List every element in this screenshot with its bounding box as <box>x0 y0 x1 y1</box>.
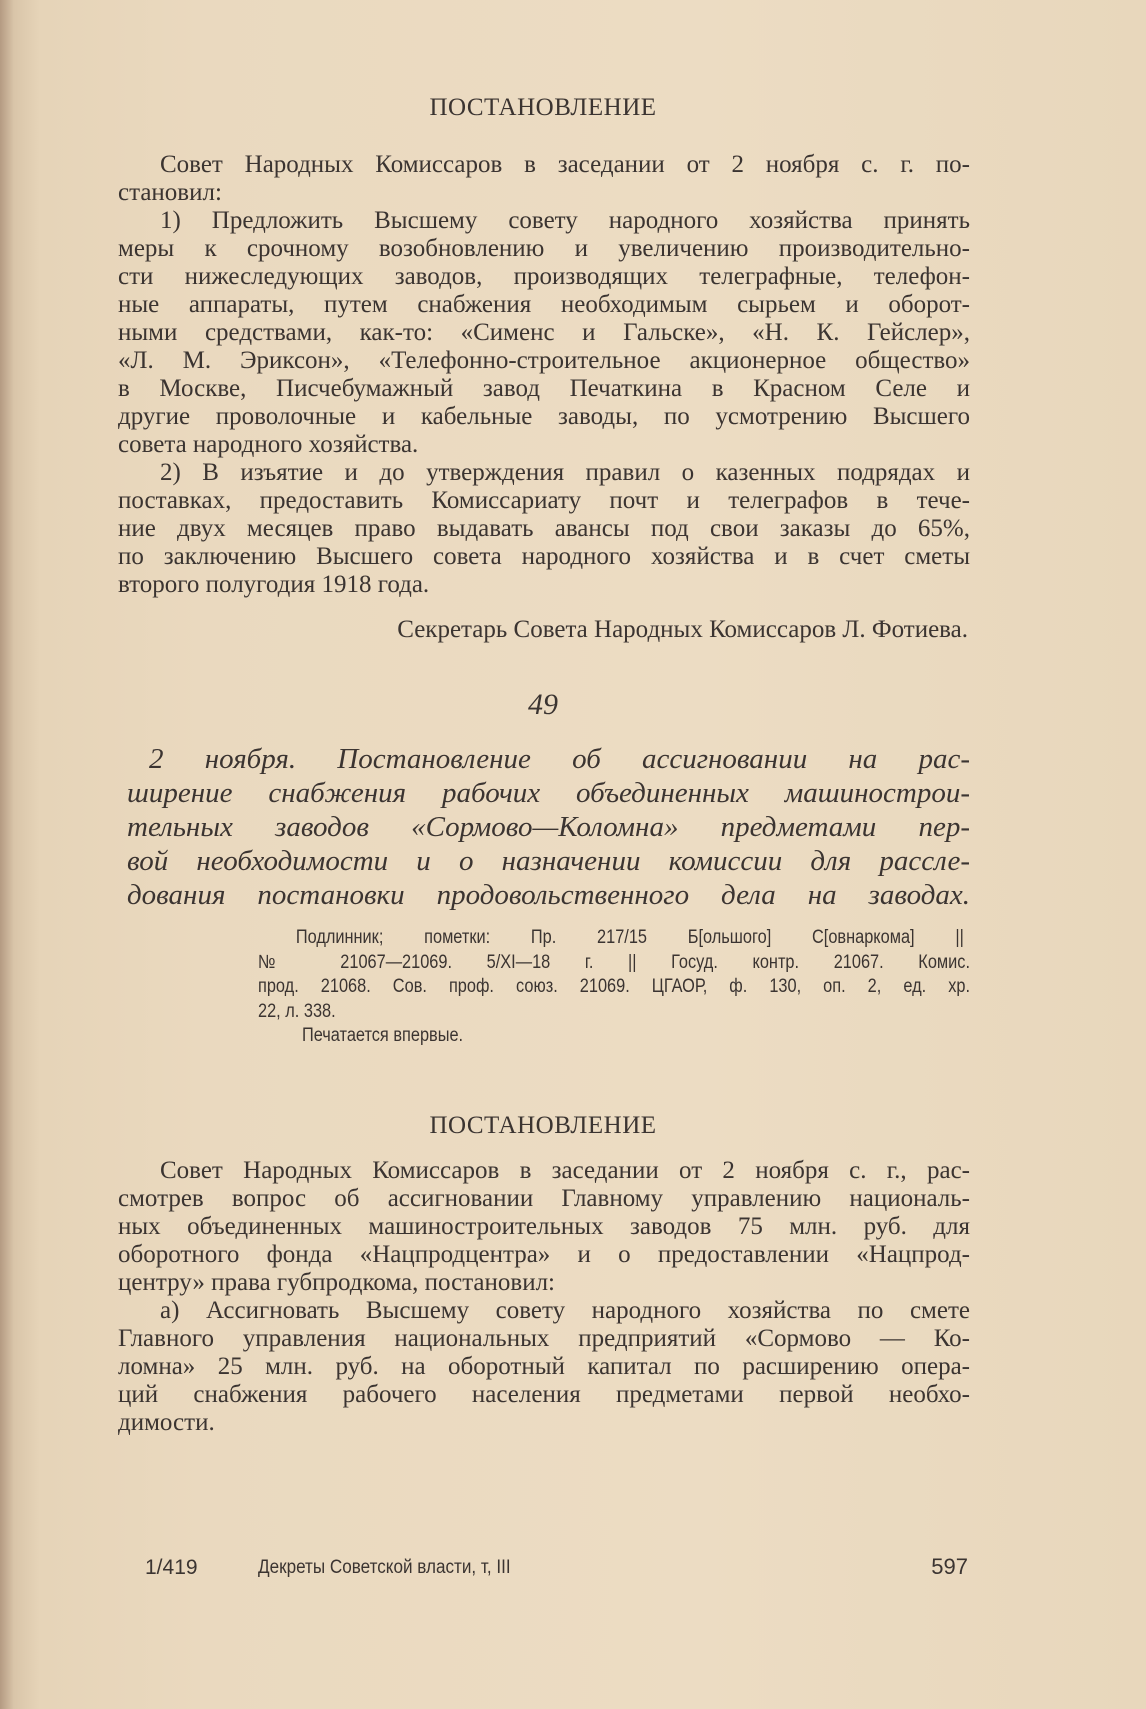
footer-signature-mark: 1/419 <box>145 1556 198 1579</box>
doc2-heading <box>127 742 970 912</box>
doc1-title: ПОСТАНОВЛЕНИЕ <box>429 94 657 121</box>
text-line: ных объединенных машиностроительных заводов 75 млн. руб. для <box>118 1213 970 1240</box>
text-line: Совет Народных Комиссаров в заседании от 2 ноября с. г. по- <box>160 151 970 178</box>
text-line: ные аппараты, путем снабжения необходимым сырьем и оборот- <box>118 291 970 318</box>
text-line: в Москве, Писчебумажный завод Печаткина в Красном Селе и <box>118 375 970 402</box>
text-line: ние двух месяцев право выдавать авансы под свои заказы до 65%, <box>118 515 970 542</box>
text-line: ными средствами, как-то: «Сименс и Гальске», «Н. К. Гейслер», <box>118 319 970 346</box>
text-line: ломна» 25 млн. руб. на оборотный капитал по расширению опера- <box>118 1353 970 1380</box>
text-line: становил: <box>118 179 222 206</box>
text-line: вой необходимости и о назначении комиссии для рассле- <box>127 845 970 877</box>
text-line: а) Ассигновать Высшему совету народного хозяйства по смете <box>160 1297 970 1324</box>
text-line: совета народного хозяйства. <box>118 431 419 458</box>
page-number: 597 <box>931 1554 968 1579</box>
doc1-signature: Секретарь Совета Народных Комиссаров Л. Фотиева. <box>397 616 968 643</box>
text-line: сти нижеследующих заводов, производящих телеграфные, телефон- <box>118 263 970 290</box>
text-line: ширение снабжения рабочих объединенных машинострои- <box>127 777 970 809</box>
text-line: другие проволочные и кабельные заводы, по усмотрению Высшего <box>118 403 970 430</box>
text-line: 2 ноября. Постановление об ассигновании на рас- <box>149 743 970 775</box>
text-line: по заключению Высшего совета народного хозяйства и в счет сметы <box>118 543 970 570</box>
text-line: смотрев вопрос об ассигновании Главному управлению националь- <box>118 1185 970 1212</box>
text-line: 22, л. 338. <box>258 1000 336 1022</box>
text-line: дования постановки продовольственного дела на заводах. <box>127 879 970 911</box>
text-line: «Л. М. Эриксон», «Телефонно-строительное акционерное общество» <box>118 347 970 374</box>
text-line: оборотного фонда «Нацпродцентра» и о предоставлении «Нацпрод- <box>118 1241 970 1268</box>
text-line: ций снабжения рабочего населения предметами первой необхо- <box>118 1381 970 1408</box>
source-note <box>258 926 970 1024</box>
note-printed-text: Печатается впервые. <box>302 1025 464 1046</box>
text-line: поставках, предоставить Комиссариату почт и телеграфов в тече- <box>118 487 970 514</box>
text-line: второго полугодия 1918 года. <box>118 571 430 598</box>
note-printed <box>302 1024 1129 1049</box>
text-line: центру» права губпродкома, постановил: <box>118 1269 555 1296</box>
footer-book-title: Декреты Советской власти, т, III <box>258 1557 511 1578</box>
text-line: № 21067—21069. 5/XI—18 г. || Госуд. контр. 21067. Комис. <box>258 951 970 973</box>
text-line: Подлинник; пометки: Пр. 217/15 Б[ольшого] С[овнаркома] || <box>295 927 964 948</box>
doc1-body <box>118 151 970 599</box>
text-line: Главного управления национальных предприятий «Сормово — Ко- <box>118 1325 970 1352</box>
doc2-title: ПОСТАНОВЛЕНИЕ <box>429 1112 657 1139</box>
text-line: меры к срочному возобновлению и увеличению производительно- <box>118 235 970 262</box>
text-line: прод. 21068. Сов. проф. союз. 21069. ЦГАОР, ф. 130, оп. 2, ед. хр. <box>258 976 970 997</box>
doc2-body <box>118 1157 970 1437</box>
text-line: 1) Предложить Высшему совету народного хозяйства принять <box>160 207 970 234</box>
text-line: димости. <box>118 1409 215 1436</box>
text-line: тельных заводов «Сормово—Коломна» предметами пер- <box>127 811 970 843</box>
text-line: Совет Народных Комиссаров в заседании от 2 ноября с. г., рас- <box>160 1157 970 1184</box>
text-line: 2) В изъятие и до утверждения правил о казенных подрядах и <box>160 459 970 486</box>
document-number: 49 <box>528 688 558 721</box>
